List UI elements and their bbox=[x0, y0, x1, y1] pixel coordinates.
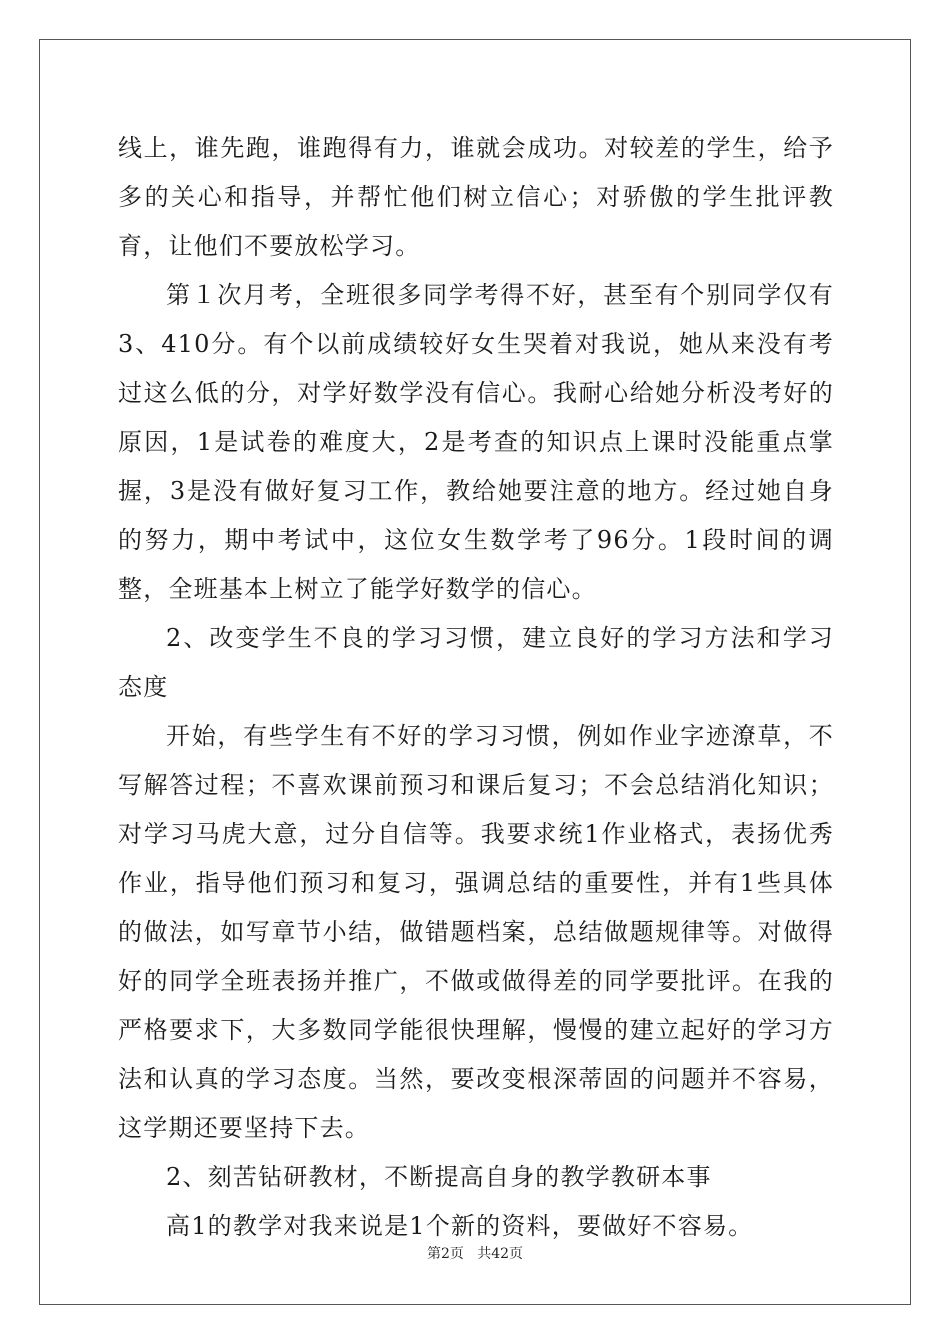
paragraph: 开始，有些学生有不好的学习习惯，例如作业字迹潦草，不写解答过程；不喜欢课前预习和课后复习；不会总结消化知识；对学习马虎大意，过分自信等。我要求统1作业格式，表扬优秀作业，指导他们预习和复习，强调总结的重要性，并有1些具体的做法，如写章节小结，做错题档案，总结做题规律等。对做得好的同学全班表扬并推广，不做或做得差的同学要批评。在我的严格要求下，大多数同学能很快理解，慢慢的建立起好的学习方法和认真的学习态度。当然，要改变根深蒂固的问题并不容易，这学期还要坚持下去。 bbox=[118, 722, 834, 1142]
page-number: 第2页 共42页 bbox=[426, 1246, 524, 1262]
section-heading: 2、刻苦钻研教材，不断提高自身的教学教研本事 bbox=[166, 1163, 712, 1191]
document-body bbox=[118, 124, 834, 1251]
section-heading: 2、改变学生不良的学习习惯，建立良好的学习方法和学习态度 bbox=[118, 624, 834, 701]
paragraph: 第１次月考，全班很多同学考得不好，甚至有个别同学仅有3、410分。有个以前成绩较好女生哭着对我说，她从来没有考过这么低的分，对学好数学没有信心。我耐心给她分析没考好的原因，1是试卷的难度大，2是考查的知识点上课时没能重点掌握，3是没有做好复习工作，教给她要注意的地方。经过她自身的努力，期中考试中，这位女生数学考了96分。1段时间的调整，全班基本上树立了能学好数学的信心。 bbox=[118, 281, 834, 603]
page-footer bbox=[0, 1243, 950, 1263]
paragraph: 线上，谁先跑，谁跑得有力，谁就会成功。对较差的学生，给予多的关心和指导，并帮忙他们树立信心；对骄傲的学生批评教育，让他们不要放松学习。 bbox=[118, 134, 834, 260]
paragraph: 高1的教学对我来说是1个新的资料，要做好不容易。 bbox=[166, 1212, 754, 1240]
